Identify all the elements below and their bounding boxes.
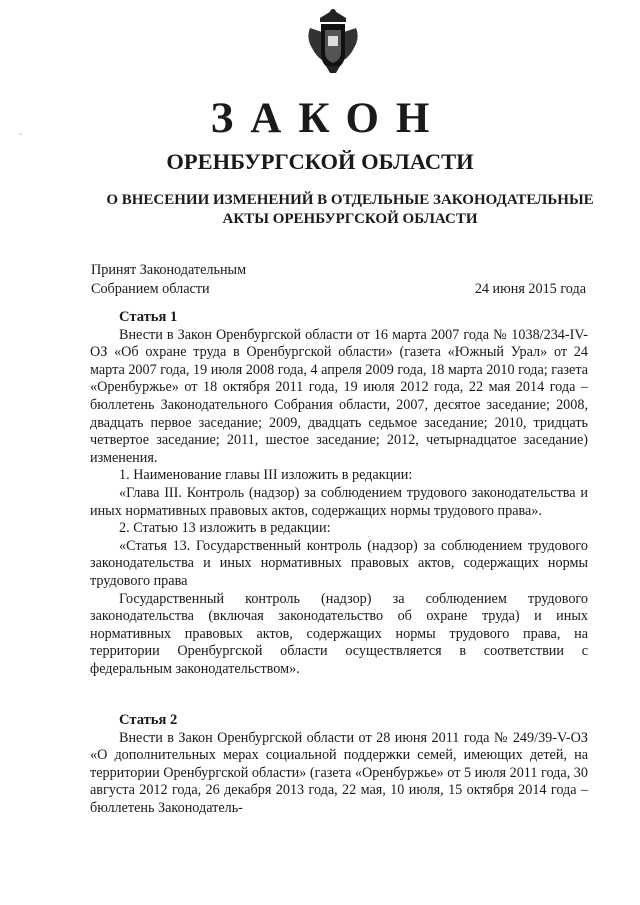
article-2 (90, 712, 588, 818)
article-1-paragraph: Внести в Закон Оренбургской области от 16 марта 2007 года № 1038/234-IV-ОЗ «Об охране труда в Оренбургской области» (газета «Южный Урал» от 24 марта 2007 года, 19 июля 2008 года, 4 апреля 2009 года, 18 марта 2010 года; газета «Оренбуржье» от 18 октября 2011 года, 19 июля 2012 года, 22 мая 2014 года – бюллетень Законодательного Собрания области, 2007, десятое заседание; 2008, двадцать первое заседание; 2009, двадцать седьмое заседание; 2010, тридцать четвертое заседание; 2011, шестое заседание; 2012, четырнадцатое заседание) изменения. (90, 326, 588, 466)
article-2-paragraph: Внести в Закон Оренбургской области от 28 июня 2011 года № 249/39-V-ОЗ «О дополнительных мерах социальной поддержки семей, имеющих детей, на территории Оренбургской области» (газета «Оренбуржье» от 5 июля 2011 года, 30 августа 2012 года, 26 декабря 2013 года, 22 мая, 10 июля, 15 октября 2014 года – бюллетень Законодатель- (90, 729, 588, 816)
article-1-paragraph: 2. Статью 13 изложить в редакции: (119, 520, 331, 537)
adoption-note (91, 261, 246, 299)
article-1-paragraph: Государственный контроль (надзор) за соблюдением трудового законодательства (включая законодательство об охране труда) и иных нормативных правовых актов, содержащих нормы трудового права, на территории Оренбургской области осуществляется в соответствии с федеральным законодательством». (90, 590, 588, 677)
adoption-line-1: Принят Законодательным (91, 262, 247, 278)
scan-artifact: ` (19, 133, 23, 144)
adoption-date: 24 июня 2015 года (474, 281, 586, 297)
coat-of-arms-icon (306, 6, 360, 74)
article-1-paragraph: «Статья 13. Государственный контроль (надзор) за соблюдением трудового законодательства и иных нормативных правовых актов, содержащих нормы трудового права (90, 537, 588, 589)
adoption-line-2: Собранием области (91, 281, 210, 297)
document-subtitle: О ВНЕСЕНИИ ИЗМЕНЕНИЙ В ОТДЕЛЬНЫЕ ЗАКОНОДАТЕЛЬНЫЕ АКТЫ ОРЕНБУРГСКОЙ ОБЛАСТИ (106, 192, 594, 227)
document-title: ЗАКОН (210, 95, 447, 142)
article-1 (90, 309, 588, 678)
article-1-paragraph: «Глава III. Контроль (надзор) за соблюдением трудового законодательства и иных нормативных правовых актов, содержащих нормы трудового права». (90, 484, 588, 519)
article-1-paragraph: 1. Наименование главы III изложить в редакции: (119, 467, 413, 484)
article-1-heading: Статья 1 (119, 309, 178, 325)
region-title: ОРЕНБУРГСКОЙ ОБЛАСТИ (166, 149, 474, 174)
article-2-heading: Статья 2 (119, 712, 178, 728)
